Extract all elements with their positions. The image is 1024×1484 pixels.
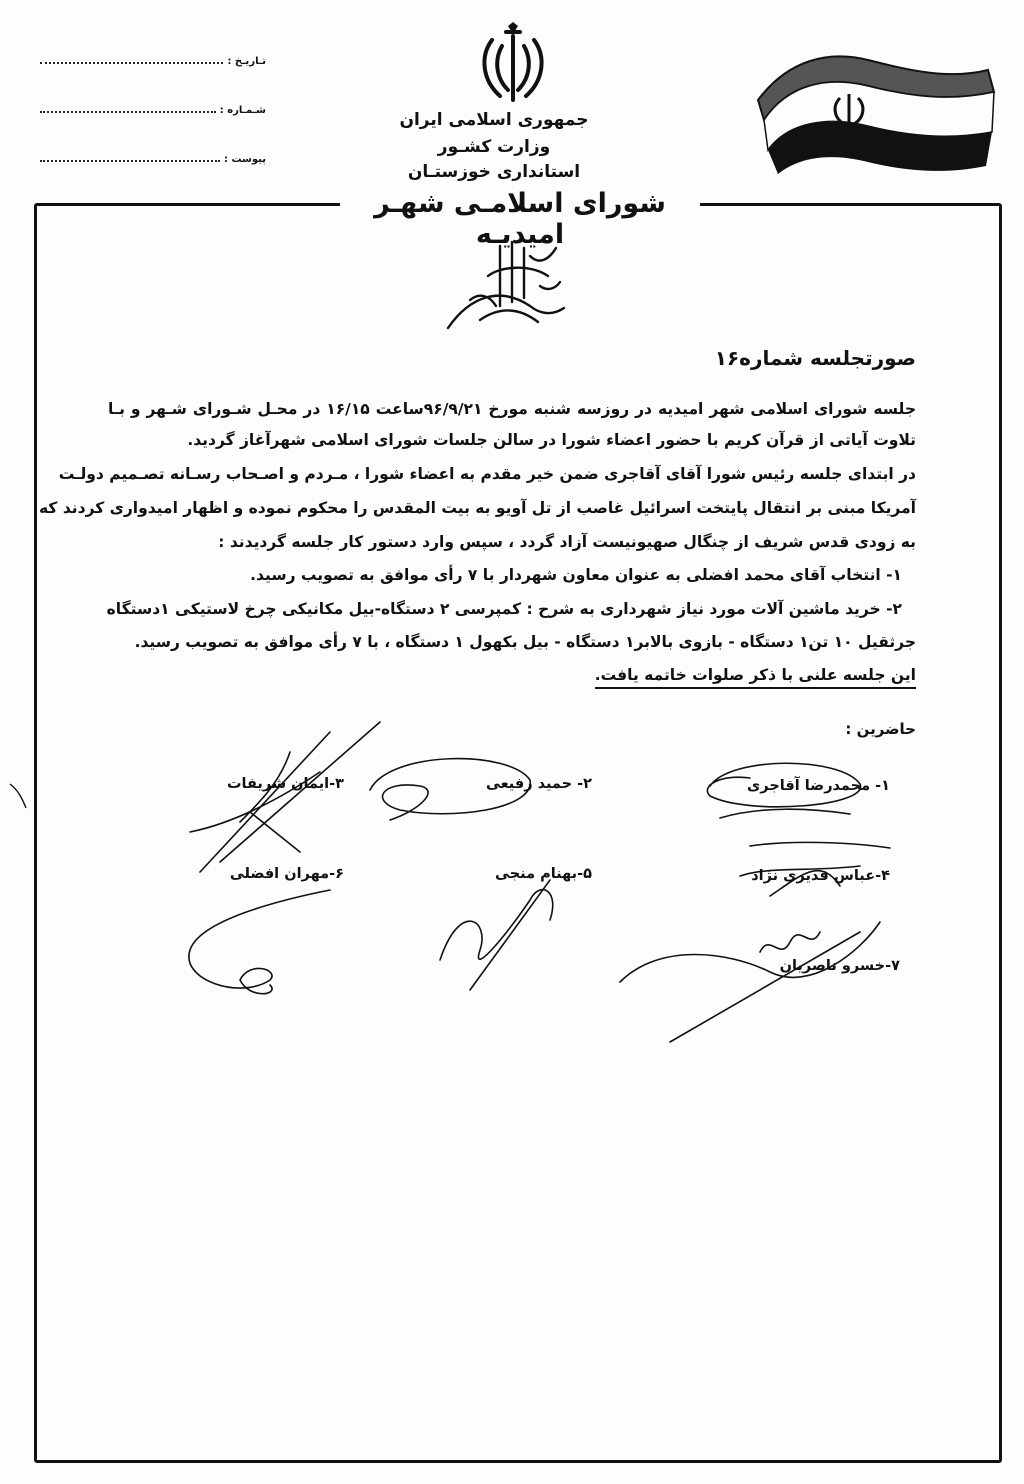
attachment-label: پیوست : — [223, 154, 266, 165]
margin-scan-mark — [8, 1340, 28, 1420]
signature-7 — [610, 912, 890, 1052]
header-line-1: جمهوری اسلامی ایران — [399, 110, 589, 130]
signature-4 — [730, 836, 900, 916]
closing-text: این جلسه علنی با ذکر صلوات خاتمه یافت. — [595, 666, 916, 689]
number-field — [36, 103, 266, 116]
body-line-3: در ابتدای جلسه رئیس شورا آقای آقاجری ضمن خیر مقدم به اعضاء شورا ، مـردم و اصـحاب رسـانه تصـمیم دولـت — [58, 465, 916, 483]
signature-6 — [180, 880, 350, 1010]
attendee-6: ۶-مهران افضلی — [229, 866, 344, 882]
iran-flag-icon — [748, 40, 998, 180]
attendee-5: ۵-بهنام منجی — [495, 866, 592, 882]
signature-3 — [180, 712, 410, 882]
signature-5 — [430, 860, 580, 1000]
attendee-4: ۴-عباس قدیری نژاد — [751, 868, 890, 884]
attendee-7: ۷-خسرو ناصریان — [779, 958, 900, 974]
body-line-4: آمریکا مبنی بر انتقال پایتخت اسرائیل غاصب از تل آویو به بیت المقدس را محکوم نموده و اظهار امیدواری کردند که — [39, 499, 916, 517]
body-line-2: تلاوت آیاتی از قرآن کریم با حضور اعضاء شورا در سالن جلسات شورای اسلامی شهرآغاز گردید. — [187, 431, 916, 449]
attendee-1: ۱- محمدرضا آقاجری — [747, 778, 890, 794]
attendee-2: ۲- حمید رفیعی — [485, 776, 592, 792]
attendees-label: حاضرین : — [845, 720, 916, 738]
body-line-1: جلسه شورای اسلامی شهر امیدیه در روزسه شنبه مورخ ۹۶/۹/۲۱ساعت ۱۶/۱۵ در محـل شـورای شـهر و بـا — [108, 400, 916, 418]
header-line-2: وزارت کشـور — [437, 137, 551, 157]
basmala-calligraphy — [440, 236, 570, 336]
iran-emblem-icon — [478, 22, 548, 104]
header-line-3: استانداری خوزستـان — [407, 162, 581, 182]
date-field — [36, 54, 266, 67]
closing-line — [108, 666, 916, 684]
resolution-item-1: ۱- انتخاب آقای محمد افضلی به عنوان معاون شهردار با ۷ رأی موافق به تصویب رسید. — [250, 566, 902, 584]
attachment-field — [36, 152, 266, 165]
resolution-item-2-cont: جرثقیل ۱۰ تن۱ دستگاه - بازوی بالابر۱ دستگاه - بیل بکهول ۱ دستگاه ، با ۷ رأی موافق به تصویب رسید. — [134, 633, 916, 651]
body-line-5: به زودی قدس شریف از چنگال صهیونیست آزاد گردد ، سپس وارد دستور کار جلسه گردیدند : — [218, 533, 916, 551]
resolution-item-2: ۲- خرید ماشین آلات مورد نیاز شهرداری به شرح : کمپرسی ۲ دستگاه-بیل مکانیکی چرخ لاستیکی ۱دستگاه — [106, 600, 902, 618]
minutes-title: صورتجلسه شماره۱۶ — [714, 346, 916, 370]
date-label: تـاریـخ : — [227, 56, 266, 67]
number-label: شـمـاره : — [219, 105, 266, 116]
signature-1 — [690, 756, 870, 846]
attendee-3: ۳-ایمان شریفات — [226, 776, 344, 792]
council-title: شورای اسلامـی شهـر امیدیـه — [340, 188, 700, 250]
margin-mark — [8, 780, 30, 810]
